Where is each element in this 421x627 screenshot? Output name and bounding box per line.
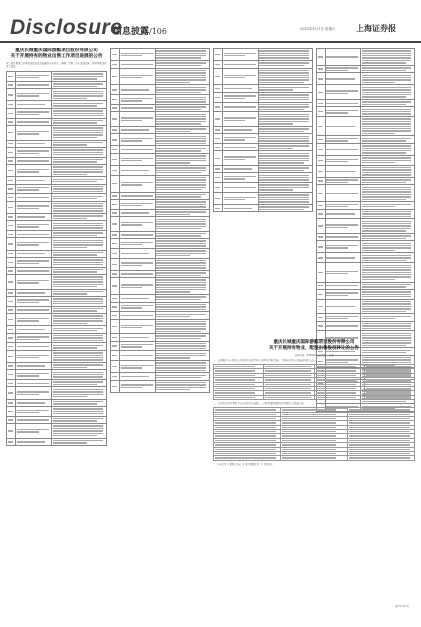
- notice-block: [213, 340, 415, 466]
- table-row: [214, 192, 313, 204]
- notice-table: [213, 407, 415, 461]
- table-row: [7, 221, 107, 231]
- table-row: [7, 370, 107, 380]
- table-row: [317, 219, 415, 234]
- table-row: [7, 314, 107, 326]
- table-row: [214, 102, 313, 112]
- table-row: [317, 282, 415, 289]
- table-row: [7, 201, 107, 213]
- table-row: [317, 143, 415, 155]
- table-row: [214, 61, 313, 68]
- table-row: [317, 65, 415, 72]
- table-row: [317, 49, 415, 66]
- table-row: [111, 312, 210, 319]
- table-row: [214, 92, 313, 102]
- table-row: [214, 144, 313, 151]
- table-row: [111, 351, 210, 361]
- page-number: /106: [149, 27, 167, 36]
- issue-date: 2022年5月7日 星期六: [300, 27, 336, 31]
- table-row: [111, 270, 210, 277]
- table-row: [7, 194, 107, 201]
- table-row: [7, 350, 107, 362]
- table-row: [7, 289, 107, 296]
- notice-company: 重庆长城重庆国际游艇项目股份有限公司: [273, 340, 355, 345]
- table-row: [7, 147, 107, 157]
- table-row: [111, 258, 210, 270]
- table-row: [7, 250, 107, 257]
- table-row: [214, 151, 313, 166]
- table-row: [111, 341, 210, 351]
- table-row: [7, 333, 107, 343]
- table-row: [111, 49, 210, 61]
- table-row: [317, 263, 415, 282]
- table-row: [7, 126, 107, 141]
- table-row: [214, 173, 313, 183]
- section-title: [113, 24, 167, 37]
- brand-logo: Disclosure: [10, 16, 123, 39]
- table-row: [111, 295, 210, 302]
- table-row: [7, 343, 107, 350]
- table-row: [7, 184, 107, 194]
- table-row: [7, 238, 107, 250]
- table-row: [111, 134, 210, 146]
- table-row: [111, 165, 210, 175]
- table-row: [317, 177, 415, 184]
- table-row: [317, 253, 415, 263]
- table-row: [214, 205, 313, 212]
- notice-title: 关于开展持有物业、配租出售股权转让的公告: [269, 346, 359, 351]
- table-row: [111, 85, 210, 95]
- table-row: [7, 157, 107, 164]
- table-row: [317, 156, 415, 166]
- table-row: [7, 407, 107, 417]
- table-row: [7, 380, 107, 387]
- table-row: [214, 49, 313, 61]
- table-row: [214, 126, 313, 133]
- lead-intro: 本公司及董事会全体成员保证信息披露的内容真实、准确、完整，没有虚假记载、误导性陈述或重大遗漏。: [6, 62, 107, 69]
- table-row: [214, 183, 313, 193]
- table-row: [7, 267, 107, 274]
- table-row: [111, 175, 210, 192]
- table-row: [7, 72, 107, 82]
- notice-paragraph: 一、交易概述 本公司拟以公开挂牌方式出售所持有的物业及相关股权，具体内容详见公司披露的相关公告。: [213, 359, 317, 362]
- notice-paragraph: 三、备查文件 1. 董事会决议；2. 独立董事意见；3. 评估报告。: [213, 462, 275, 466]
- table-row: [317, 73, 415, 85]
- newspaper-name: 上海证券报: [356, 23, 396, 33]
- table-row: [317, 233, 415, 240]
- section-name: 信息披露: [113, 27, 150, 37]
- table-row: [111, 209, 210, 216]
- column-2: [110, 48, 210, 608]
- table-row: [111, 248, 210, 258]
- table-row: [7, 231, 107, 238]
- lead-title-line1: 重庆长城重庆国际游艇项目股份有限公司: [15, 48, 98, 53]
- table-row: [214, 395, 415, 399]
- table-row: [7, 326, 107, 333]
- table-row: [317, 202, 415, 209]
- table-row: [317, 85, 415, 100]
- table-row: [317, 185, 415, 202]
- table-row: [317, 209, 415, 219]
- table-row: [214, 134, 313, 144]
- table-row: [7, 438, 107, 445]
- table-col-1: [6, 71, 107, 446]
- table-row: [111, 146, 210, 153]
- table-row: [214, 68, 313, 85]
- table-row: [111, 278, 210, 295]
- lead-title-line2: 关于开展持有的物业出售工作项目进展的公告: [10, 54, 103, 59]
- table-row: [7, 387, 107, 399]
- table-row: [7, 177, 107, 184]
- table-row: [214, 85, 313, 92]
- notice-subtitle: 证券代码：600000 证券简称：长城: [294, 354, 334, 357]
- table-row: [111, 126, 210, 133]
- table-row: [7, 257, 107, 267]
- table-row: [214, 165, 313, 172]
- table-row: [317, 321, 415, 331]
- table-row: [111, 319, 210, 334]
- lead-title: [6, 48, 107, 60]
- table-row: [7, 275, 107, 290]
- table-row: [111, 112, 210, 127]
- table-row: [7, 399, 107, 406]
- table-row: [111, 334, 210, 341]
- notice-paragraph: 二、交易对方的基本情况 本次交易对方尚未确定，公司将根据进展情况及时履行信息披露义务。: [213, 402, 306, 406]
- table-row: [7, 424, 107, 439]
- disclosure-table: [110, 48, 210, 393]
- table-row: [317, 117, 415, 136]
- table-row: [317, 299, 415, 314]
- table-row: [111, 95, 210, 105]
- table-row: [7, 416, 107, 423]
- table-row: [111, 105, 210, 112]
- table-row: [111, 373, 210, 380]
- table-row: [111, 361, 210, 373]
- table-row: [317, 165, 415, 177]
- table-row: [317, 107, 415, 117]
- table-row: [7, 306, 107, 313]
- table-row: [7, 118, 107, 125]
- table-row: [111, 231, 210, 238]
- table-row: [7, 213, 107, 220]
- table-row: [111, 200, 210, 210]
- table-row: [214, 456, 415, 460]
- table-row: [7, 89, 107, 101]
- table-row: [317, 314, 415, 321]
- table-row: [214, 112, 313, 127]
- table-row: [111, 192, 210, 199]
- table-row: [7, 108, 107, 118]
- column-3: [213, 48, 313, 290]
- table-row: [111, 153, 210, 165]
- table-row: [7, 140, 107, 147]
- table-row: [7, 362, 107, 369]
- masthead: [0, 0, 421, 43]
- table-row: [111, 217, 210, 232]
- table-row: [317, 100, 415, 107]
- table-row: [317, 289, 415, 299]
- disclosure-table: [213, 48, 313, 212]
- table-row: [111, 68, 210, 85]
- table-row: [317, 241, 415, 253]
- page-content: [6, 48, 415, 620]
- table-row: [111, 239, 210, 249]
- table-row: [317, 136, 415, 143]
- notice-table: [213, 364, 415, 400]
- table-row: [111, 380, 210, 392]
- page-footer: 第7页/共7页: [395, 605, 410, 608]
- column-1: [6, 48, 107, 608]
- table-row: [7, 297, 107, 307]
- column-4: [316, 48, 415, 608]
- table-row: [7, 101, 107, 108]
- table-row: [7, 165, 107, 177]
- table-row: [111, 302, 210, 312]
- table-row: [7, 81, 107, 88]
- disclosure-table: [6, 71, 107, 446]
- table-row: [111, 61, 210, 68]
